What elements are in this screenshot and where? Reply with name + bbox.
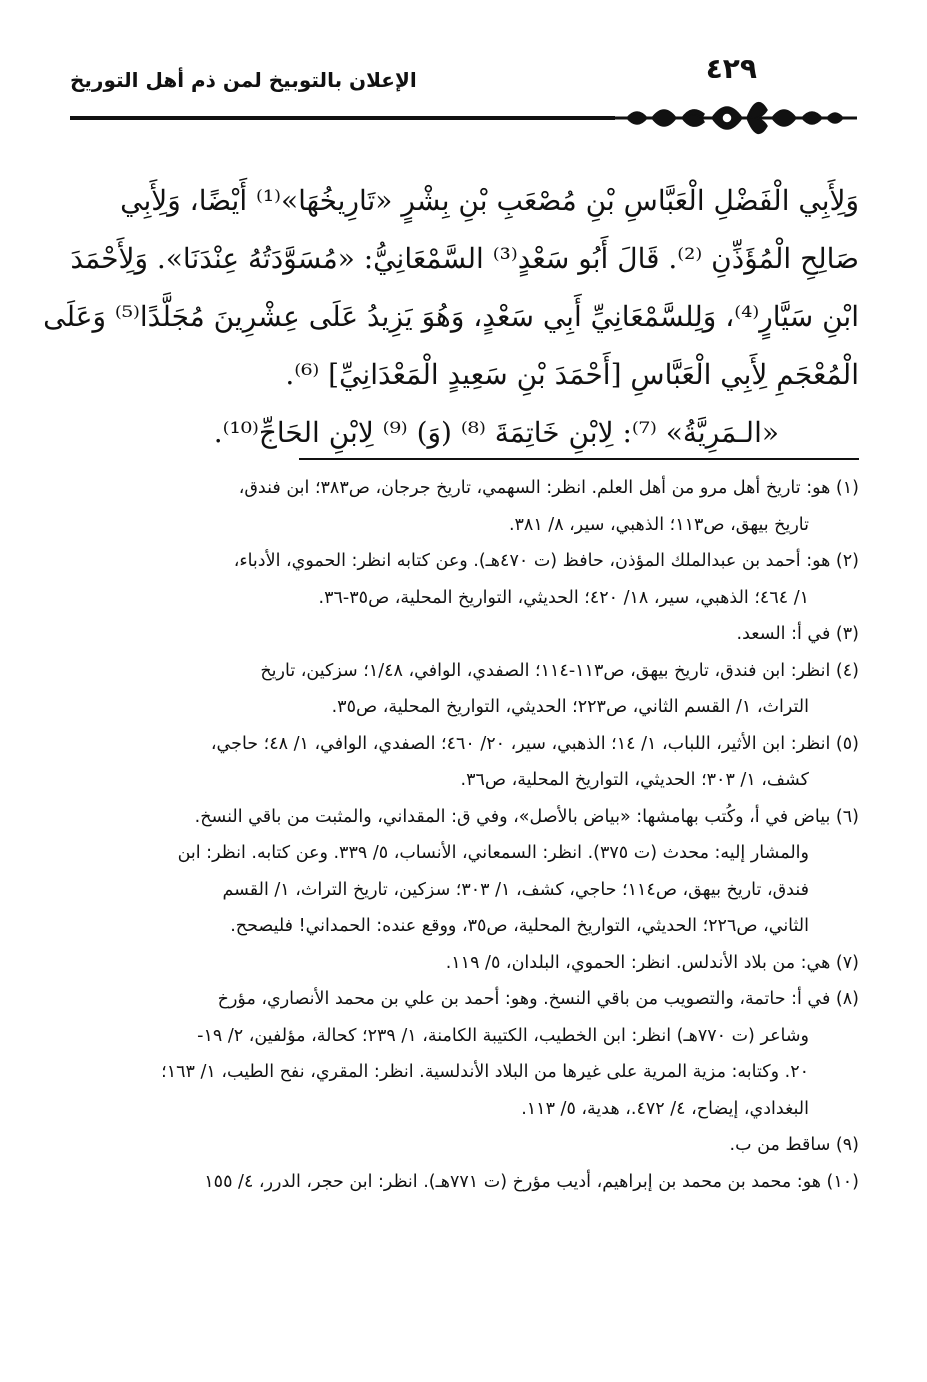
footnote-line: كشف، ١/ ٣٠٣؛ الحديثي، التواريخ المحلية، ص٣٦.	[460, 770, 809, 790]
footnote-9	[68, 1127, 859, 1164]
footnote-line: البغدادي، إيضاح، ٤/ ٤٧٢.، هدية، ٥/ ١١٣.	[521, 1098, 809, 1119]
footnote-8	[68, 981, 859, 1127]
text-line: وَلِأَبِي الْفَضْلِ الْعَبَّاسِ بْنِ مُصْعَبِ بْنِ بِشْرٍ «تَارِيخُهَا»⁽¹⁾ أَيْضًا، وَلِأَبِي	[120, 184, 859, 217]
footnote-5	[68, 726, 859, 799]
footnote-line: (٨) في أ: حاتمة، والتصويب من باقي النسخ. وهو: أحمد بن علي بن محمد الأنصاري، مؤرخ	[217, 989, 859, 1009]
text-line-heading: «الـمَرِيَّةُ» ⁽⁷⁾: لِابْنِ خَاتِمَةَ ⁽⁸⁾ (وَ) ⁽⁹⁾ لِابْنِ الحَاجِّ⁽¹⁰⁾.	[213, 416, 779, 449]
footnote-line: (٤) انظر: ابن فندق، تاريخ بيهق، ص١١٣-١١٤؛ الصفدي، الوافي، ١/٤٨؛ سزكين، تاريخ	[260, 660, 859, 681]
footnote-6	[68, 799, 859, 945]
footnotes	[68, 470, 859, 1200]
footnote-line: (٥) انظر: ابن الأثير، اللباب، ١/ ١٤؛ الذهبي، سير، ٢٠/ ٤٦٠؛ الصفدي، الوافي، ١/ ٤٨؛ حاجي،	[210, 733, 859, 754]
footnote-line: تاريخ بيهق، ص١١٣؛ الذهبي، سير، ٨/ ٣٨١.	[508, 514, 809, 535]
page-number: ٤٢٩	[705, 52, 757, 85]
running-title: الإعلان بالتوبيخ لمن ذم أهل التوريخ	[70, 68, 417, 92]
footnote-separator	[299, 458, 859, 460]
text-line: صَالِحِ الْمُؤَذِّنِ ⁽²⁾. قَالَ أَبُو سَعْدٍ⁽³⁾ السَّمْعَانِيُّ: «مُسَوَّدَتُهُ عِنْدَنَا». وَلِأَحْمَدَ	[70, 242, 859, 275]
footnote-line: التراث، ١/ القسم الثاني، ص٢٢٣؛ الحديثي، التواريخ المحلية، ص٣٥.	[331, 697, 809, 717]
text-line: ابْنِ سَيَّارٍ⁽⁴⁾، وَلِلسَّمْعَانِيِّ أَبِي سَعْدٍ، وَهُوَ يَزِيدُ عَلَى عِشْرِينَ مُجَلَّدًا⁽⁵⁾ وَعَلَى	[43, 300, 859, 333]
footnote-line: الثاني، ص٢٢٦؛ الحديثي، التواريخ المحلية، ص٣٥، ووقع عنده: الحمداني! فليصحح.	[230, 916, 809, 936]
footnote-line: فندق، تاريخ بيهق، ص١١٤؛ حاجي، كشف، ١/ ٣٠٣؛ سزكين، تاريخ التراث، ١/ القسم	[222, 879, 809, 900]
main-text	[43, 172, 859, 462]
footnote-4	[68, 653, 859, 726]
footnote-line: (٣) في أ: السعد.	[736, 624, 859, 644]
footnote-line: (١) هو: تاريخ أهل مرو من أهل العلم. انظر: السهمي، تاريخ جرجان، ص٣٨٣؛ ابن فندق،	[238, 478, 859, 498]
footnote-line: والمشار إليه: محدث (ت ٣٧٥). انظر: السمعاني، الأنساب، ٥/ ٣٣٩. وعن كتابه. انظر: ابن	[177, 843, 809, 863]
footnote-line: (١٠) هو: محمد بن محمد بن إبراهيم، أديب مؤرخ (ت ٧٧١هـ). انظر: ابن حجر، الدرر، ٤/ ١٥٥	[204, 1171, 859, 1192]
footnote-line: (٢) هو: أحمد بن عبدالملك المؤذن، حافظ (ت ٤٧٠هـ). وعن كتابه انظر: الحموي، الأدباء،	[233, 551, 859, 571]
footnote-line: وشاعر (ت ٧٧٠هـ) انظر: ابن الخطيب، الكتيبة الكامنة، ١/ ٢٣٩؛ كحالة، مؤلفين، ٢/ ١٩-	[197, 1025, 809, 1046]
page-header	[70, 48, 857, 138]
footnote-2	[68, 543, 859, 616]
footnote-7	[68, 945, 859, 982]
footnote-3	[68, 616, 859, 653]
floral-ornament-icon	[607, 84, 857, 144]
footnote-line: (٧) هي: من بلاد الأندلس. انظر: الحموي، البلدان، ٥/ ١١٩.	[445, 952, 859, 973]
text-line: الْمُعْجَمِ لِأَبِي الْعَبَّاسِ [أَحْمَدَ بْنِ سَعِيدٍ الْمَعْدَانِيِّ] ⁽⁶⁾.	[285, 358, 859, 391]
footnote-1	[68, 470, 859, 543]
footnote-line: ٢٠. وكتابه: مزية المرية على غيرها من البلاد الأندلسية. انظر: المقري، نفح الطيب، ١/ ١٦٣؛	[161, 1062, 809, 1082]
footnote-line: ١/ ٤٦٤؛ الذهبي، سير، ١٨/ ٤٢٠؛ الحديثي، التواريخ المحلية، ص٣٥-٣٦.	[318, 587, 809, 608]
footnote-line: (٩) ساقط من ب.	[729, 1135, 859, 1155]
footnote-line: (٦) بياض في أ، وكُتب بهامشها: «بياض بالأصل»، وفي ق: المقداني، والمثبت من باقي النسخ.	[194, 806, 859, 827]
header-rule	[70, 116, 615, 120]
footnote-10	[68, 1164, 859, 1201]
